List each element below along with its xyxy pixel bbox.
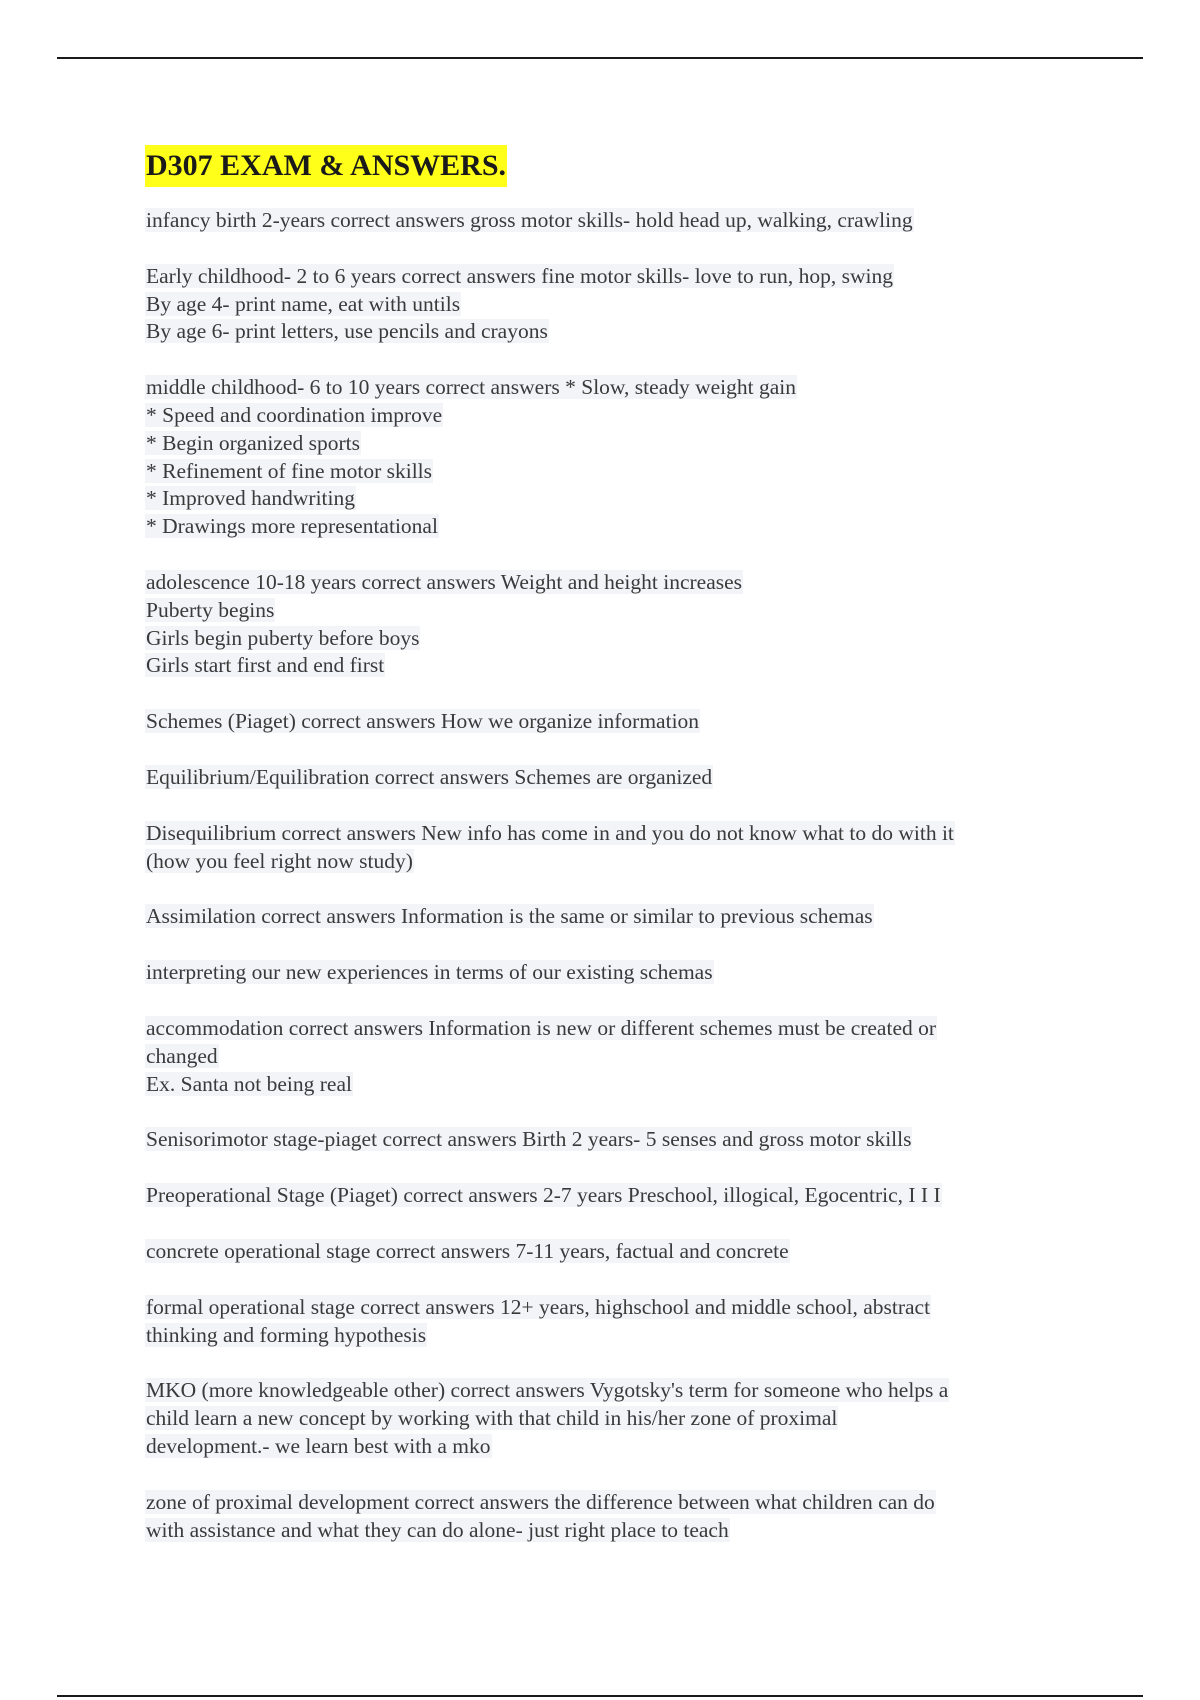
entry-line (145, 903, 1075, 931)
entry-line-text: changed (146, 1043, 218, 1068)
entry-line-text: concrete operational stage correct answers 7-11 years, factual and concrete (146, 1238, 789, 1263)
entry-line (145, 569, 1075, 597)
entry-line (145, 848, 1075, 876)
entry-line (145, 1182, 1075, 1210)
entry-line (145, 1377, 1075, 1405)
entry-line (145, 1489, 1075, 1517)
qa-entry (145, 1489, 1075, 1545)
entry-line-text: zone of proximal development correct answers the difference between what children can do (146, 1489, 935, 1514)
entry-line (145, 625, 1075, 653)
entry-line (145, 959, 1075, 987)
entry-line-text: child learn a new concept by working with that child in his/her zone of proximal (146, 1406, 838, 1431)
document-body (145, 145, 1075, 1572)
entry-line (145, 597, 1075, 625)
qa-entry (145, 263, 1075, 346)
entry-line (145, 1517, 1075, 1545)
qa-entry (145, 708, 1075, 736)
entry-line-text: Equilibrium/Equilibration correct answers Schemes are organized (146, 764, 713, 789)
qa-entry (145, 1294, 1075, 1350)
entry-line-text: By age 6- print letters, use pencils and crayons (146, 319, 548, 344)
entry-line (145, 291, 1075, 319)
entry-line-text: By age 4- print name, eat with untils (146, 291, 461, 316)
entry-line (145, 708, 1075, 736)
entry-line-text: Senisorimotor stage-piaget correct answers Birth 2 years- 5 senses and gross motor skills (146, 1127, 912, 1152)
entry-line (145, 1433, 1075, 1461)
entry-line-text: Early childhood- 2 to 6 years correct answers fine motor skills- love to run, hop, swing (146, 263, 893, 288)
entry-line-text: formal operational stage correct answers 12+ years, highschool and middle school, abstract (146, 1294, 931, 1319)
entry-line (145, 1043, 1075, 1071)
entry-line-text: accommodation correct answers Information is new or different schemes must be created or (146, 1015, 937, 1040)
entry-line-text: (how you feel right now study) (146, 848, 413, 873)
qa-entry (145, 207, 1075, 235)
entry-line (145, 1322, 1075, 1350)
header-rule (57, 57, 1143, 59)
entry-line (145, 402, 1075, 430)
entry-line-text: * Drawings more representational (146, 514, 438, 539)
qa-entry (145, 374, 1075, 541)
entry-line (145, 263, 1075, 291)
qa-entry (145, 903, 1075, 931)
entry-line (145, 1071, 1075, 1099)
entry-line-text: * Begin organized sports (146, 430, 360, 455)
qa-entry (145, 1126, 1075, 1154)
qa-entry (145, 1238, 1075, 1266)
document-title: D307 EXAM & ANSWERS. (145, 145, 507, 187)
entry-line-text: middle childhood- 6 to 10 years correct answers * Slow, steady weight gain (146, 375, 797, 400)
entry-line (145, 1405, 1075, 1433)
entry-line (145, 485, 1075, 513)
entry-line-text: MKO (more knowledgeable other) correct answers Vygotsky's term for someone who helps a (146, 1378, 949, 1403)
qa-entry (145, 1377, 1075, 1460)
qa-entry (145, 820, 1075, 876)
entry-line (145, 764, 1075, 792)
entry-line (145, 430, 1075, 458)
qa-entry (145, 764, 1075, 792)
entry-line-text: development.- we learn best with a mko (146, 1433, 491, 1458)
entry-line (145, 820, 1075, 848)
entry-line-text: thinking and forming hypothesis (146, 1322, 427, 1347)
entry-line (145, 1238, 1075, 1266)
footer-rule (57, 1695, 1143, 1697)
entry-line-text: with assistance and what they can do alone- just right place to teach (146, 1517, 729, 1542)
entry-line-text: Schemes (Piaget) correct answers How we organize information (146, 709, 700, 734)
entry-list (145, 207, 1075, 1544)
entry-line (145, 374, 1075, 402)
entry-line (145, 513, 1075, 541)
entry-line (145, 652, 1075, 680)
entry-line-text: * Improved handwriting (146, 486, 355, 511)
entry-line-text: Girls start first and end first (146, 653, 385, 678)
entry-line (145, 1015, 1075, 1043)
entry-line (145, 318, 1075, 346)
entry-line (145, 1294, 1075, 1322)
entry-line-text: infancy birth 2-years correct answers gross motor skills- hold head up, walking, crawling (146, 208, 913, 232)
qa-entry (145, 1015, 1075, 1098)
entry-line-text: Ex. Santa not being real (146, 1071, 352, 1096)
qa-entry (145, 569, 1075, 680)
entry-line-text: Girls begin puberty before boys (146, 625, 420, 650)
qa-entry (145, 959, 1075, 987)
entry-line-text: Disequilibrium correct answers New info has come in and you do not know what to do with it (146, 820, 954, 845)
entry-line-text: Preoperational Stage (Piaget) correct answers 2-7 years Preschool, illogical, Egocentric, I I I (146, 1183, 941, 1208)
entry-line (145, 1126, 1075, 1154)
entry-line-text: * Refinement of fine motor skills (146, 458, 433, 483)
entry-line-text: Assimilation correct answers Information is the same or similar to previous schemas (146, 904, 873, 929)
entry-line-text: interpreting our new experiences in terms of our existing schemas (146, 960, 713, 985)
qa-entry (145, 1182, 1075, 1210)
entry-line-text: adolescence 10-18 years correct answers Weight and height increases (146, 569, 743, 594)
entry-line-text: * Speed and coordination improve (146, 402, 443, 427)
entry-line (145, 458, 1075, 486)
entry-line-text: Puberty begins (146, 597, 275, 622)
entry-line (145, 207, 1075, 235)
